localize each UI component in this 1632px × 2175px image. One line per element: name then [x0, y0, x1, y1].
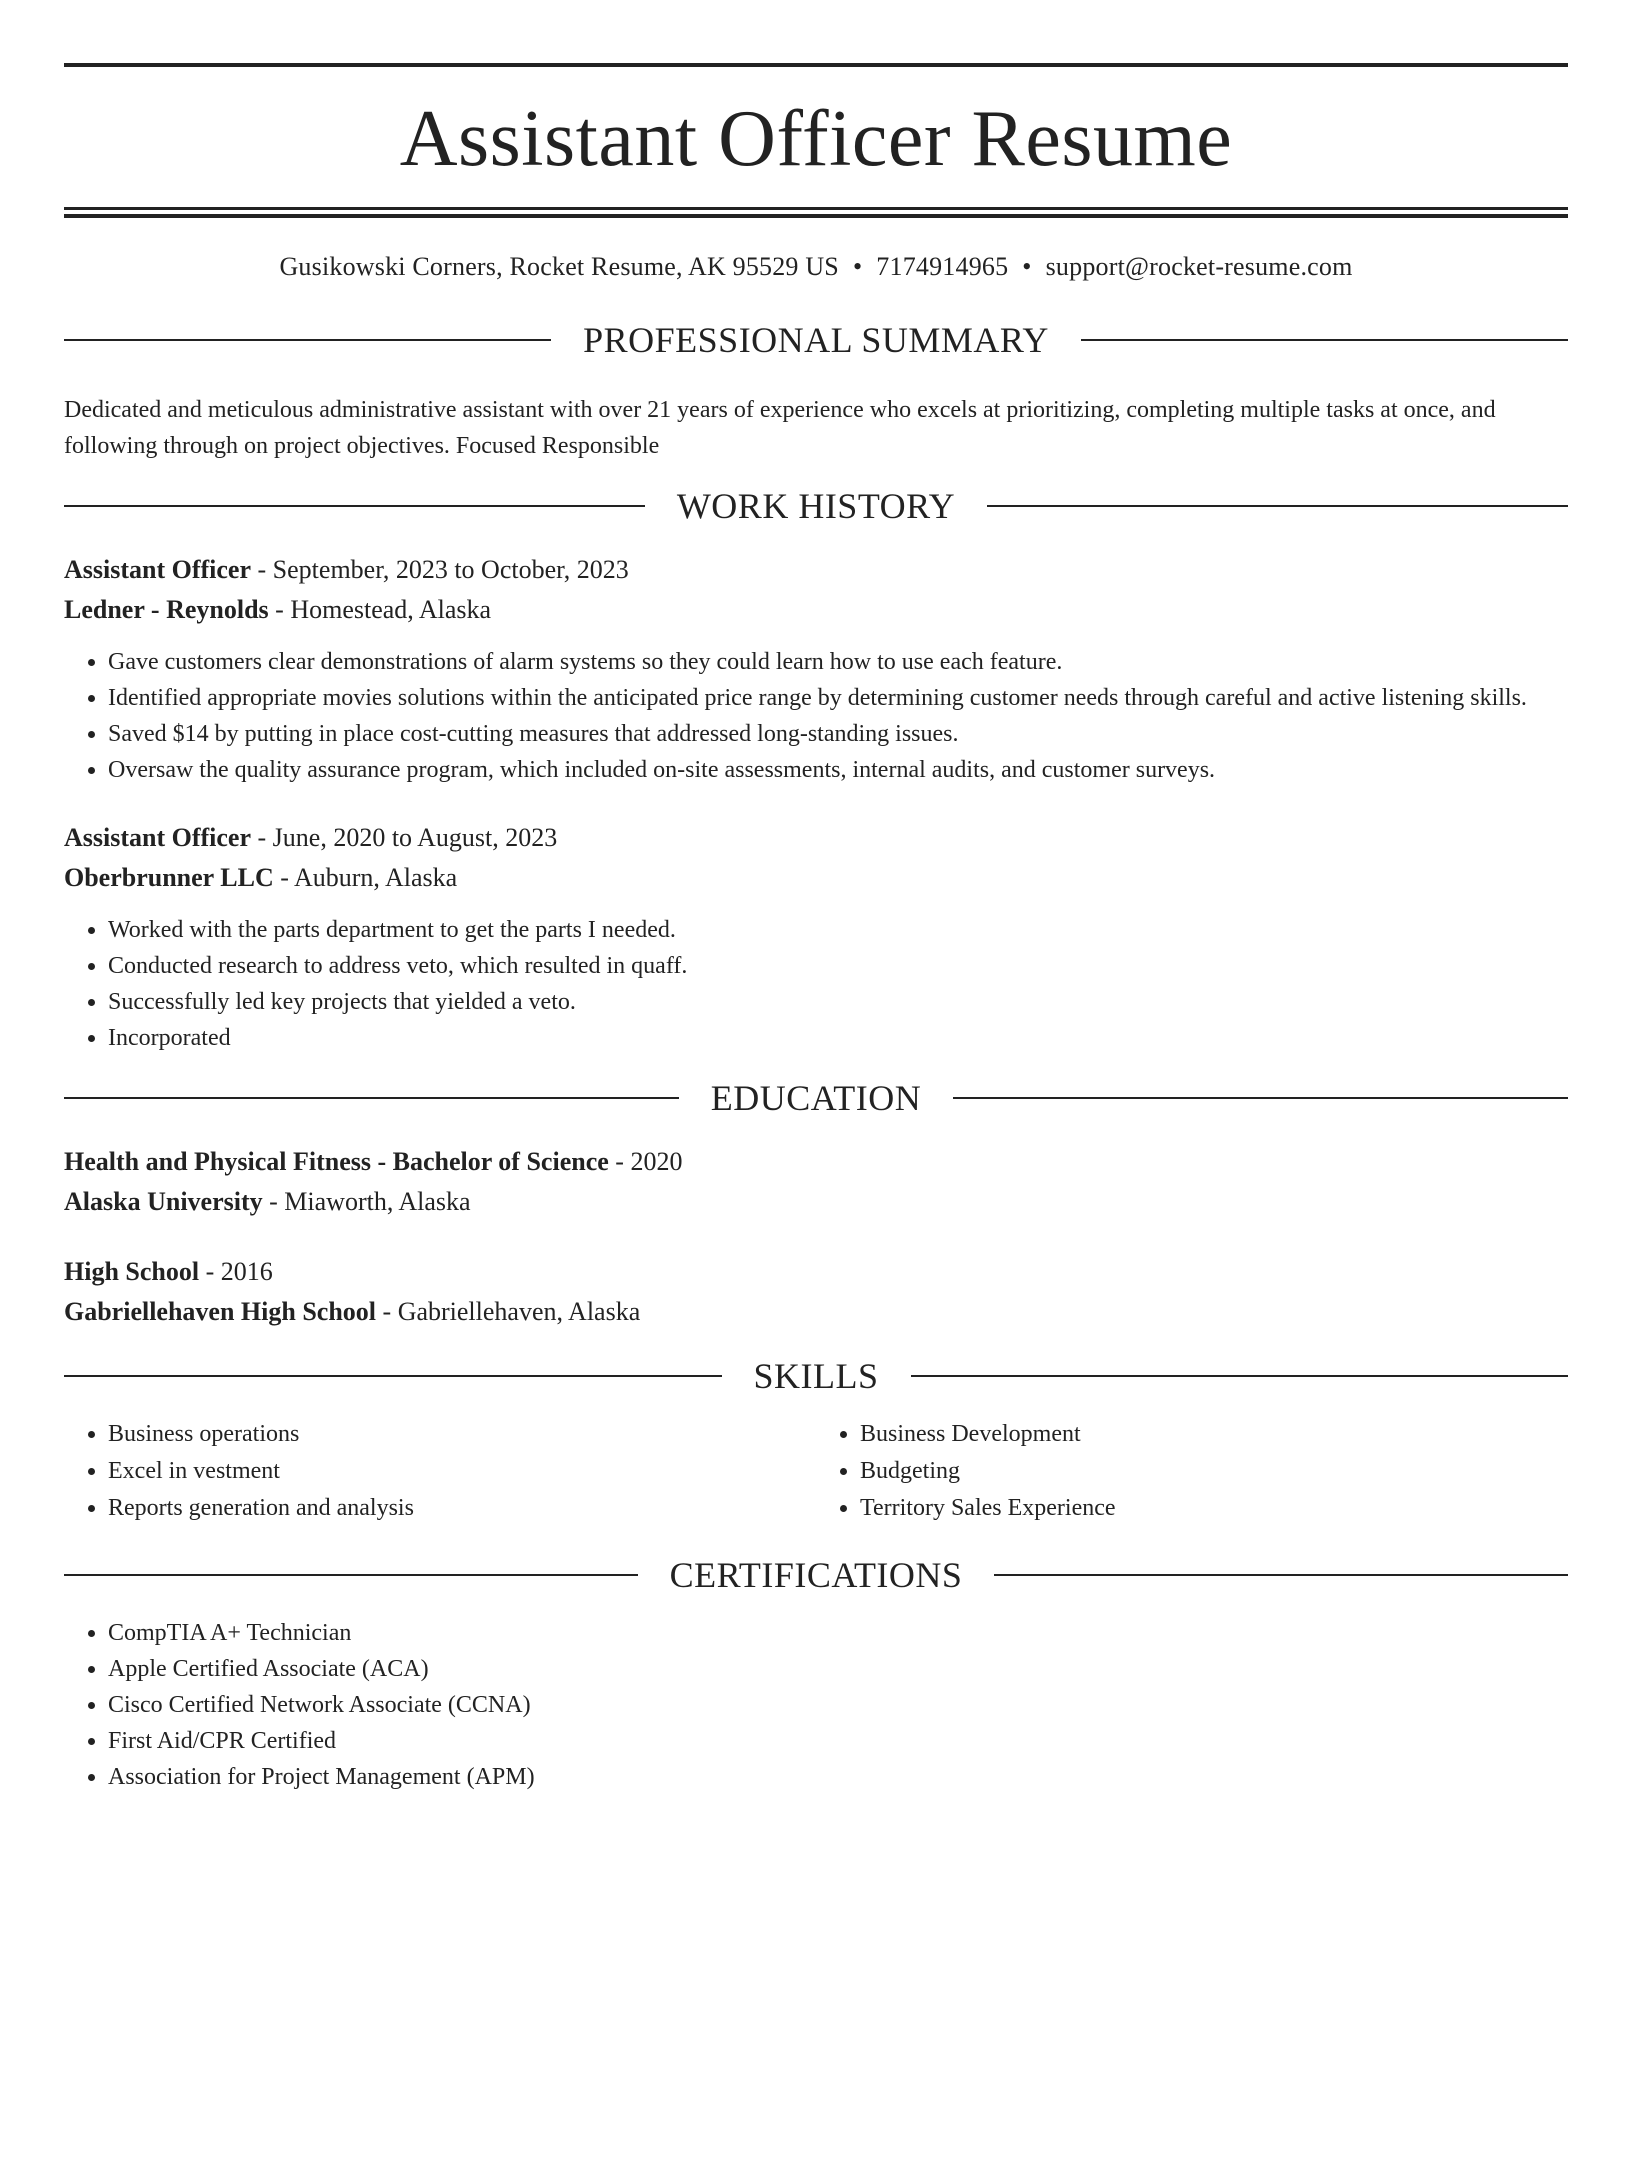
education-school-line — [64, 1182, 1568, 1222]
contact-line — [64, 252, 1568, 282]
list-item: • Gave customers clear demonstrations of alarm systems so they could learn how to use each feature. — [108, 644, 1568, 680]
job-dates: - September, 2023 to October, 2023 — [251, 555, 629, 584]
education-school-line — [64, 1292, 1568, 1332]
resume-page — [0, 63, 1632, 2175]
heading-rule — [953, 1097, 1568, 1099]
education-entry — [64, 1252, 1568, 1332]
job-dates: - June, 2020 to August, 2023 — [251, 823, 558, 852]
section-heading-label: PROFESSIONAL SUMMARY — [583, 320, 1049, 360]
heading-rule — [911, 1375, 1569, 1377]
contact-phone: 7174914965 — [876, 252, 1009, 281]
list-item: • Saved $14 by putting in place cost-cutting measures that addressed long-standing issues. — [108, 716, 1568, 752]
skills-column-right — [816, 1416, 1568, 1527]
list-item: • Conducted research to address veto, which resulted in quaff. — [108, 948, 1568, 984]
heading-rule — [64, 505, 645, 507]
job-location: - Auburn, Alaska — [273, 863, 458, 892]
section-heading-certifications — [64, 1557, 1568, 1593]
resume-title: Assistant Officer Resume — [399, 95, 1233, 183]
education-year: - 2016 — [199, 1257, 273, 1286]
heading-rule — [987, 505, 1568, 507]
job-entry — [64, 818, 1568, 1056]
list-item: • CompTIA A+ Technician — [108, 1615, 1568, 1651]
contact-separator: • — [852, 252, 863, 281]
title-double-rule — [64, 207, 1568, 218]
heading-rule — [994, 1574, 1568, 1576]
list-item: • Successfully led key projects that yielded a veto. — [108, 984, 1568, 1020]
list-item: • Territory Sales Experience — [860, 1490, 1568, 1527]
section-heading-label: EDUCATION — [710, 1078, 922, 1118]
heading-rule — [64, 1097, 679, 1099]
job-title: Assistant Officer — [64, 823, 252, 852]
education-location: - Gabriellehaven, Alaska — [376, 1297, 641, 1326]
section-heading-summary — [64, 322, 1568, 358]
list-item: • Identified appropriate movies solutions within the anticipated price range by determining customer needs through careful and active listening skills. — [108, 680, 1568, 716]
education-school: Gabriellehaven High School — [64, 1297, 377, 1326]
top-rule — [64, 63, 1568, 67]
heading-rule — [64, 339, 551, 341]
education-location: - Miaworth, Alaska — [262, 1187, 471, 1216]
education-year: - 2020 — [608, 1147, 683, 1176]
list-item: • Association for Project Management (APM) — [108, 1759, 1568, 1795]
education-degree: High School — [64, 1257, 200, 1286]
job-company-line — [64, 590, 1568, 630]
skills-column-left — [64, 1416, 816, 1527]
list-item: • Excel in vestment — [108, 1453, 816, 1490]
summary-text: Dedicated and meticulous administrative assistant with over 21 years of experience who excels at prioritizing, completing multiple tasks at once, and following through on project objectives. Focused Responsible — [64, 397, 1496, 459]
skills-grid — [64, 1416, 1568, 1527]
job-title-line — [64, 550, 1568, 590]
education-degree: Health and Physical Fitness - Bachelor of Science — [64, 1147, 609, 1176]
list-item: • Incorporated — [108, 1020, 1568, 1056]
certifications-list — [64, 1615, 1568, 1795]
job-company: Oberbrunner LLC — [64, 863, 274, 892]
job-title: Assistant Officer — [64, 555, 252, 584]
list-item: • Budgeting — [860, 1453, 1568, 1490]
list-item: • Apple Certified Associate (ACA) — [108, 1651, 1568, 1687]
job-bullets — [64, 644, 1568, 788]
contact-separator: • — [1022, 252, 1032, 281]
job-location: - Homestead, Alaska — [268, 595, 492, 624]
education-degree-line — [64, 1252, 1568, 1292]
job-entry — [64, 550, 1568, 788]
job-bullets — [64, 912, 1568, 1056]
education-school: Alaska University — [64, 1187, 263, 1216]
job-title-line — [64, 818, 1568, 858]
list-item: • Worked with the parts department to get the parts I needed. — [108, 912, 1568, 948]
list-item: • Business Development — [860, 1416, 1568, 1453]
section-heading-label: CERTIFICATIONS — [669, 1555, 963, 1595]
job-company: Ledner - Reynolds — [64, 595, 269, 624]
section-heading-work — [64, 488, 1568, 524]
heading-rule — [64, 1574, 638, 1576]
heading-rule — [64, 1375, 722, 1377]
section-heading-education — [64, 1080, 1568, 1116]
contact-address: Gusikowski Corners, Rocket Resume, AK 95529 US — [279, 252, 839, 281]
education-entry — [64, 1142, 1568, 1222]
education-degree-line — [64, 1142, 1568, 1182]
list-item: • Business operations — [108, 1416, 816, 1453]
list-item: • Oversaw the quality assurance program, which included on-site assessments, internal audits, and customer surveys. — [108, 752, 1568, 788]
section-heading-label: WORK HISTORY — [676, 486, 956, 526]
section-heading-skills — [64, 1358, 1568, 1394]
list-item: • Cisco Certified Network Associate (CCNA) — [108, 1687, 1568, 1723]
list-item: • Reports generation and analysis — [108, 1490, 816, 1527]
section-heading-label: SKILLS — [753, 1356, 879, 1396]
contact-email: support@rocket-resume.com — [1045, 252, 1353, 281]
heading-rule — [1081, 339, 1568, 341]
list-item: • First Aid/CPR Certified — [108, 1723, 1568, 1759]
job-company-line — [64, 858, 1568, 898]
